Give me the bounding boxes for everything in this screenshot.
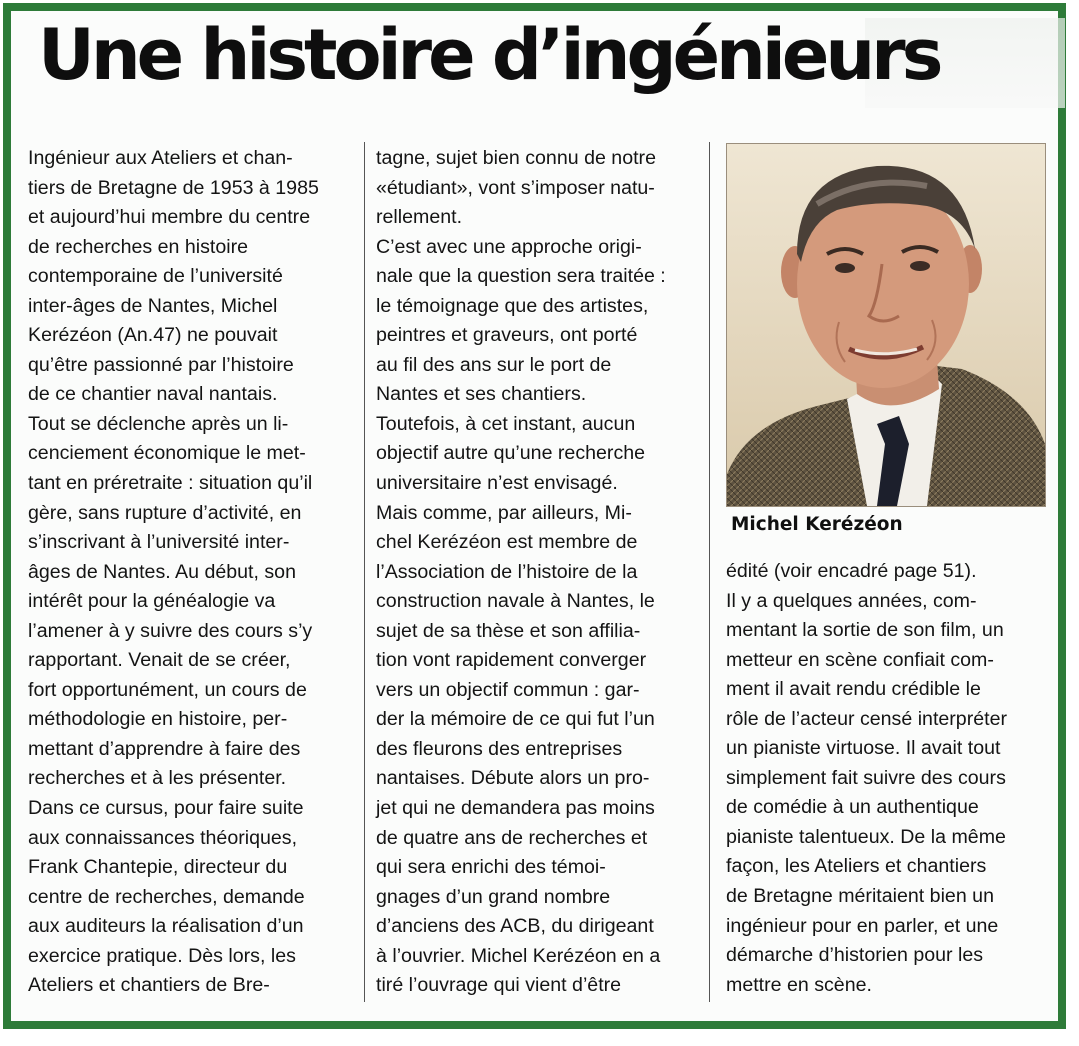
text-line: tiré l’ouvrage qui vient d’être xyxy=(376,974,622,997)
text-column-2 xyxy=(376,144,706,1001)
text-line: peintres et graveurs, ont porté xyxy=(376,324,638,347)
text-line: de quatre ans de recherches et xyxy=(376,826,648,849)
text-line: «étudiant», vont s’imposer natu- xyxy=(376,176,655,199)
text-line: à l’ouvrier. Michel Kerézéon en a xyxy=(376,944,661,967)
text-line: vers un objectif commun : gar- xyxy=(376,678,640,701)
text-line: rapportant. Venait de se créer, xyxy=(28,649,291,672)
text-line: qui sera enrichi des témoi- xyxy=(376,856,606,879)
text-line: de Bretagne méritaient bien un xyxy=(726,885,994,908)
text-column-3 xyxy=(726,557,1056,1000)
text-line: et aujourd’hui membre du centre xyxy=(28,206,311,229)
text-line: Tout se déclenche après un li- xyxy=(28,412,289,435)
text-line: Kerézéon (An.47) ne pouvait xyxy=(28,324,278,347)
text-line: mentant la sortie de son film, un xyxy=(726,619,1004,642)
text-line: Mais comme, par ailleurs, Mi- xyxy=(376,501,632,524)
text-line: l’Association de l’histoire de la xyxy=(376,560,638,583)
text-line: ingénieur pour en parler, et une xyxy=(726,914,999,937)
text-line: démarche d’historien pour les xyxy=(726,944,984,967)
portrait-photo xyxy=(726,143,1046,507)
text-line: Frank Chantepie, directeur du xyxy=(28,856,288,879)
text-line: metteur en scène confiait com- xyxy=(726,648,994,671)
text-line: façon, les Ateliers et chantiers xyxy=(726,855,987,878)
text-line: âges de Nantes. Au début, son xyxy=(28,560,296,583)
text-line: tagne, sujet bien connu de notre xyxy=(376,147,656,169)
text-line: ment il avait rendu crédible le xyxy=(726,678,981,701)
text-line: s’inscrivant à l’université inter- xyxy=(28,531,290,554)
text-line: le témoignage que des artistes, xyxy=(376,294,649,317)
text-line: tion vont rapidement converger xyxy=(376,649,647,672)
text-line: Nantes et ses chantiers. xyxy=(376,383,587,406)
text-line: centre de recherches, demande xyxy=(28,885,305,908)
text-line: Ingénieur aux Ateliers et chan- xyxy=(28,147,293,169)
text-line: Toutefois, à cet instant, aucun xyxy=(376,412,636,435)
text-line: pianiste talentueux. De la même xyxy=(726,825,1006,848)
text-line: de comédie à un authentique xyxy=(726,796,979,819)
text-line: universitaire n’est envisagé. xyxy=(376,472,618,495)
text-line: gnages d’un grand nombre xyxy=(376,885,611,908)
text-line: intérêt pour la généalogie va xyxy=(28,590,276,613)
text-line: objectif autre qu’une recherche xyxy=(376,442,646,465)
text-line: d’anciens des ACB, du dirigeant xyxy=(376,915,654,938)
text-line: simplement fait suivre des cours xyxy=(726,766,1006,789)
photo-caption: Michel Kerézéon xyxy=(731,514,903,535)
text-line: sujet de sa thèse et son affilia- xyxy=(376,619,641,642)
text-line: qu’être passionné par l’histoire xyxy=(28,353,294,376)
text-line: jet qui ne demandera pas moins xyxy=(376,797,655,820)
text-line: édité (voir encadré page 51). xyxy=(726,560,977,582)
text-line: tant en préretraite : situation qu’il xyxy=(28,472,313,495)
text-line: Dans ce cursus, pour faire suite xyxy=(28,797,304,820)
text-line: nale que la question sera traitée : xyxy=(376,265,666,288)
column-divider xyxy=(364,142,365,1002)
text-line: tiers de Bretagne de 1953 à 1985 xyxy=(28,176,319,199)
article-title: Une histoire d’ingénieurs xyxy=(38,14,940,96)
text-line: cenciement économique le met- xyxy=(28,442,306,465)
text-line: au fil des ans sur le port de xyxy=(376,353,612,376)
text-line: l’amener à y suivre des cours s’y xyxy=(28,619,313,642)
text-line: mettre en scène. xyxy=(726,973,872,996)
text-line: C’est avec une approche origi- xyxy=(376,235,642,258)
text-line: fort opportunément, un cours de xyxy=(28,678,307,701)
text-line: aux auditeurs la réalisation d’un xyxy=(28,915,304,938)
text-line: rellement. xyxy=(376,206,463,229)
text-line: de ce chantier naval nantais. xyxy=(28,383,278,406)
text-line: inter-âges de Nantes, Michel xyxy=(28,294,278,317)
column-divider xyxy=(709,142,710,1002)
text-line: gère, sans rupture d’activité, en xyxy=(28,501,302,524)
text-column-1 xyxy=(28,144,358,1001)
text-line: nantaises. Débute alors un pro- xyxy=(376,767,650,790)
text-line: Ateliers et chantiers de Bre- xyxy=(28,974,270,997)
text-line: des fleurons des entreprises xyxy=(376,737,623,760)
text-line: contemporaine de l’université xyxy=(28,265,283,288)
text-line: aux connaissances théoriques, xyxy=(28,826,298,849)
text-line: recherches et à les présenter. xyxy=(28,767,287,790)
text-line: der la mémoire de ce qui fut l’un xyxy=(376,708,655,731)
text-line: exercice pratique. Dès lors, les xyxy=(28,944,296,967)
text-line: construction navale à Nantes, le xyxy=(376,590,655,613)
text-line: un pianiste virtuose. Il avait tout xyxy=(726,737,1001,760)
text-line: de recherches en histoire xyxy=(28,235,249,258)
text-line: mettant d’apprendre à faire des xyxy=(28,737,301,760)
text-line: rôle de l’acteur censé interpréter xyxy=(726,707,1007,730)
portrait-illustration xyxy=(727,144,1045,506)
text-line: Il y a quelques années, com- xyxy=(726,589,977,612)
text-line: méthodologie en histoire, per- xyxy=(28,708,288,731)
text-line: chel Kerézéon est membre de xyxy=(376,531,638,554)
